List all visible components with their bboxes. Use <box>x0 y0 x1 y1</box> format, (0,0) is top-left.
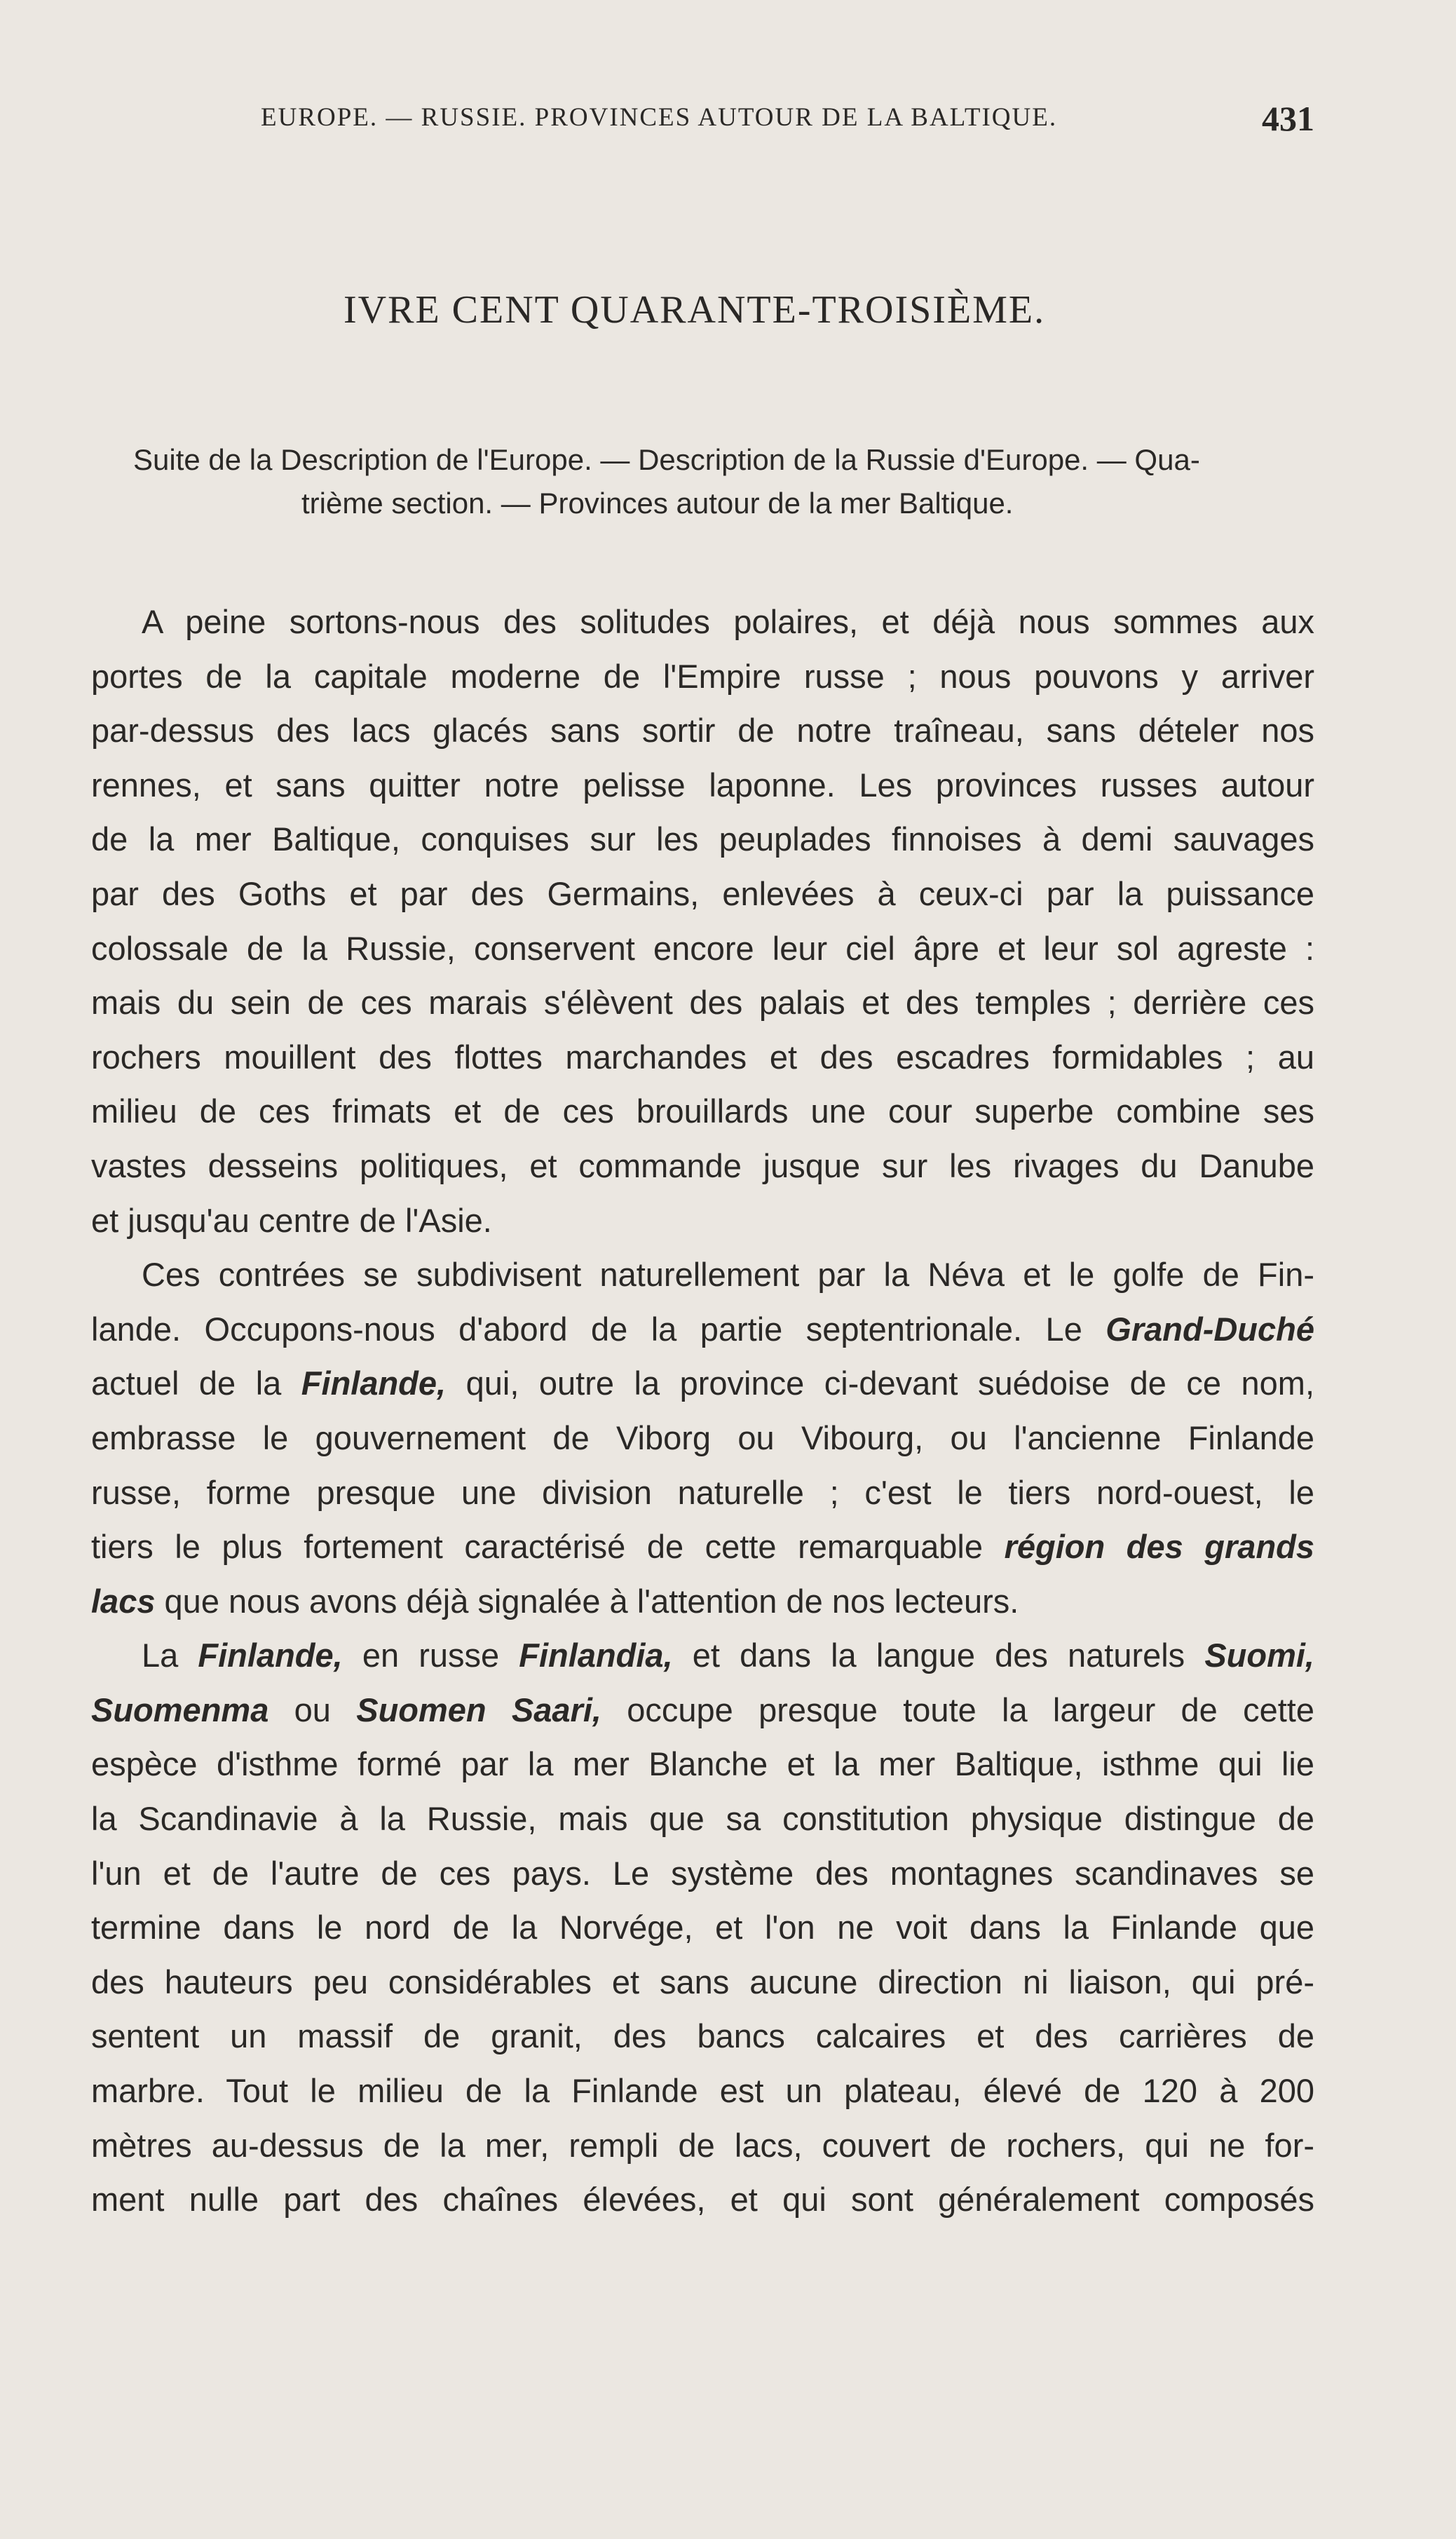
text-segment: par-dessus des lacs glacés sans sortir de notre traîneau, sans dételer nos <box>91 712 1314 750</box>
text-segment: termine dans le nord de la Norvége, et l'on ne voit dans la Finlande que <box>91 1909 1314 1946</box>
text-segment: lande. Occupons-nous d'abord de la partie septentrionale. Le <box>91 1310 1106 1348</box>
text-line <box>91 1628 1314 1683</box>
italic-term: Suomenma <box>91 1691 269 1728</box>
text-line <box>91 1465 1314 1520</box>
text-segment: occupe presque toute la largeur de cette <box>601 1691 1314 1728</box>
subtitle-line: trième section. — Provinces autour de la mer Baltique. <box>301 487 1014 520</box>
text-line <box>91 2118 1314 2173</box>
text-line <box>91 975 1314 1030</box>
book-title: IVRE CENT QUARANTE-TROISIÈME. <box>343 288 1046 332</box>
text-line <box>91 921 1314 976</box>
text-segment: portes de la capitale moderne de l'Empire russe ; nous pouvons y arriver <box>91 657 1314 695</box>
text-segment: ou <box>268 1691 357 1728</box>
text-segment: mètres au-dessus de la mer, rempli de lacs, couvert de rochers, qui ne for- <box>91 2126 1314 2164</box>
italic-term: région des grands <box>1004 1528 1314 1566</box>
text-segment: vastes desseins politiques, et commande jusque sur les rivages du Danube <box>91 1146 1314 1184</box>
text-segment: ment nulle part des chaînes élevées, et qui sont généralement composés <box>91 2181 1314 2219</box>
running-head <box>252 98 1314 140</box>
text-line <box>91 1792 1314 1846</box>
text-segment: par des Goths et par des Germains, enlevées à ceux-ci par la puissance <box>91 874 1314 912</box>
text-segment: sentent un massif de granit, des bancs calcaires et des carrières de <box>91 2017 1314 2055</box>
text-segment: embrasse le gouvernement de Viborg ou Vibourg, ou l'ancienne Finlande <box>91 1419 1314 1456</box>
text-line <box>91 703 1314 758</box>
text-line <box>91 867 1314 921</box>
running-title: EUROPE. — RUSSIE. PROVINCES AUTOUR DE LA BALTIQUE. <box>261 103 1058 132</box>
text-line <box>91 758 1314 813</box>
text-line <box>91 1683 1314 1738</box>
body-text <box>91 595 1314 2227</box>
text-line <box>91 1846 1314 1901</box>
text-segment: rochers mouillent des flottes marchandes et des escadres formidables ; au <box>91 1038 1314 1076</box>
text-segment: Ces contrées se subdivisent naturellement par la Néva et le golfe de Fin- <box>142 1256 1314 1294</box>
text-segment: actuel de la <box>91 1365 301 1402</box>
text-line <box>91 595 1314 649</box>
text-line <box>91 1084 1314 1139</box>
italic-term: Suomi, <box>1204 1637 1314 1674</box>
text-segment: que nous avons déjà signalée à l'attention de nos lecteurs. <box>155 1582 1019 1620</box>
text-segment: mais du sein de ces marais s'élèvent des palais et des temples ; derrière ces <box>91 984 1314 1022</box>
text-segment: la Scandinavie à la Russie, mais que sa constitution physique distingue de <box>91 1800 1314 1838</box>
text-segment: de la mer Baltique, conquises sur les peuplades finnoises à demi sauvages <box>91 820 1314 858</box>
subtitle-line: Suite de la Description de l'Europe. — Description de la Russie d'Europe. — Qua- <box>133 443 1200 476</box>
text-segment: en russe <box>342 1637 519 1674</box>
page-number: 431 <box>1262 99 1314 138</box>
text-line <box>91 1302 1314 1357</box>
italic-term: Grand-Duché <box>1105 1310 1314 1348</box>
text-segment: milieu de ces frimats et de ces brouillards une cour superbe combine ses <box>91 1092 1314 1130</box>
text-segment: l'un et de l'autre de ces pays. Le système des montagnes scandinaves se <box>91 1854 1314 1892</box>
text-line <box>91 1900 1314 1955</box>
text-line <box>91 1737 1314 1792</box>
italic-term: lacs <box>91 1582 156 1620</box>
text-line <box>91 1193 1314 1248</box>
italic-term: Suomen Saari, <box>356 1691 601 1728</box>
text-segment: colossale de la Russie, conservent encore leur ciel âpre et leur sol agreste : <box>91 929 1314 967</box>
text-line <box>91 649 1314 704</box>
text-line <box>91 1139 1314 1193</box>
text-line <box>91 2064 1314 2118</box>
italic-term: Finlande, <box>198 1637 343 1674</box>
chapter-subtitle <box>133 438 1311 525</box>
text-line <box>91 1247 1314 1302</box>
text-segment: A peine sortons-nous des solitudes polaires, et déjà nous sommes aux <box>142 603 1314 640</box>
text-line <box>91 1519 1314 1574</box>
text-line <box>91 1574 1314 1629</box>
text-segment: marbre. Tout le milieu de la Finlande est un plateau, élevé de 120 à 200 <box>91 2072 1314 2110</box>
text-segment: des hauteurs peu considérables et sans aucune direction ni liaison, qui pré- <box>91 1963 1314 2000</box>
text-line <box>91 2009 1314 2064</box>
italic-term: Finlande, <box>301 1365 447 1402</box>
text-segment: et dans la langue des naturels <box>672 1637 1205 1674</box>
text-line <box>91 1356 1314 1411</box>
text-segment: et jusqu'au centre de l'Asie. <box>91 1201 492 1239</box>
text-line <box>91 812 1314 867</box>
text-line <box>91 2172 1314 2227</box>
text-line <box>91 1955 1314 2010</box>
text-line <box>91 1411 1314 1465</box>
text-segment: russe, forme presque une division naturelle ; c'est le tiers nord-ouest, le <box>91 1473 1314 1511</box>
italic-term: Finlandia, <box>519 1637 673 1674</box>
text-segment: tiers le plus fortement caractérisé de cette remarquable <box>91 1528 1005 1566</box>
text-line <box>91 1030 1314 1085</box>
text-segment: rennes, et sans quitter notre pelisse laponne. Les provinces russes autour <box>91 766 1314 804</box>
text-segment: espèce d'isthme formé par la mer Blanche et la mer Baltique, isthme qui lie <box>91 1745 1314 1783</box>
text-segment: qui, outre la province ci-devant suédoise de ce nom, <box>446 1365 1314 1402</box>
text-segment: La <box>142 1637 198 1674</box>
